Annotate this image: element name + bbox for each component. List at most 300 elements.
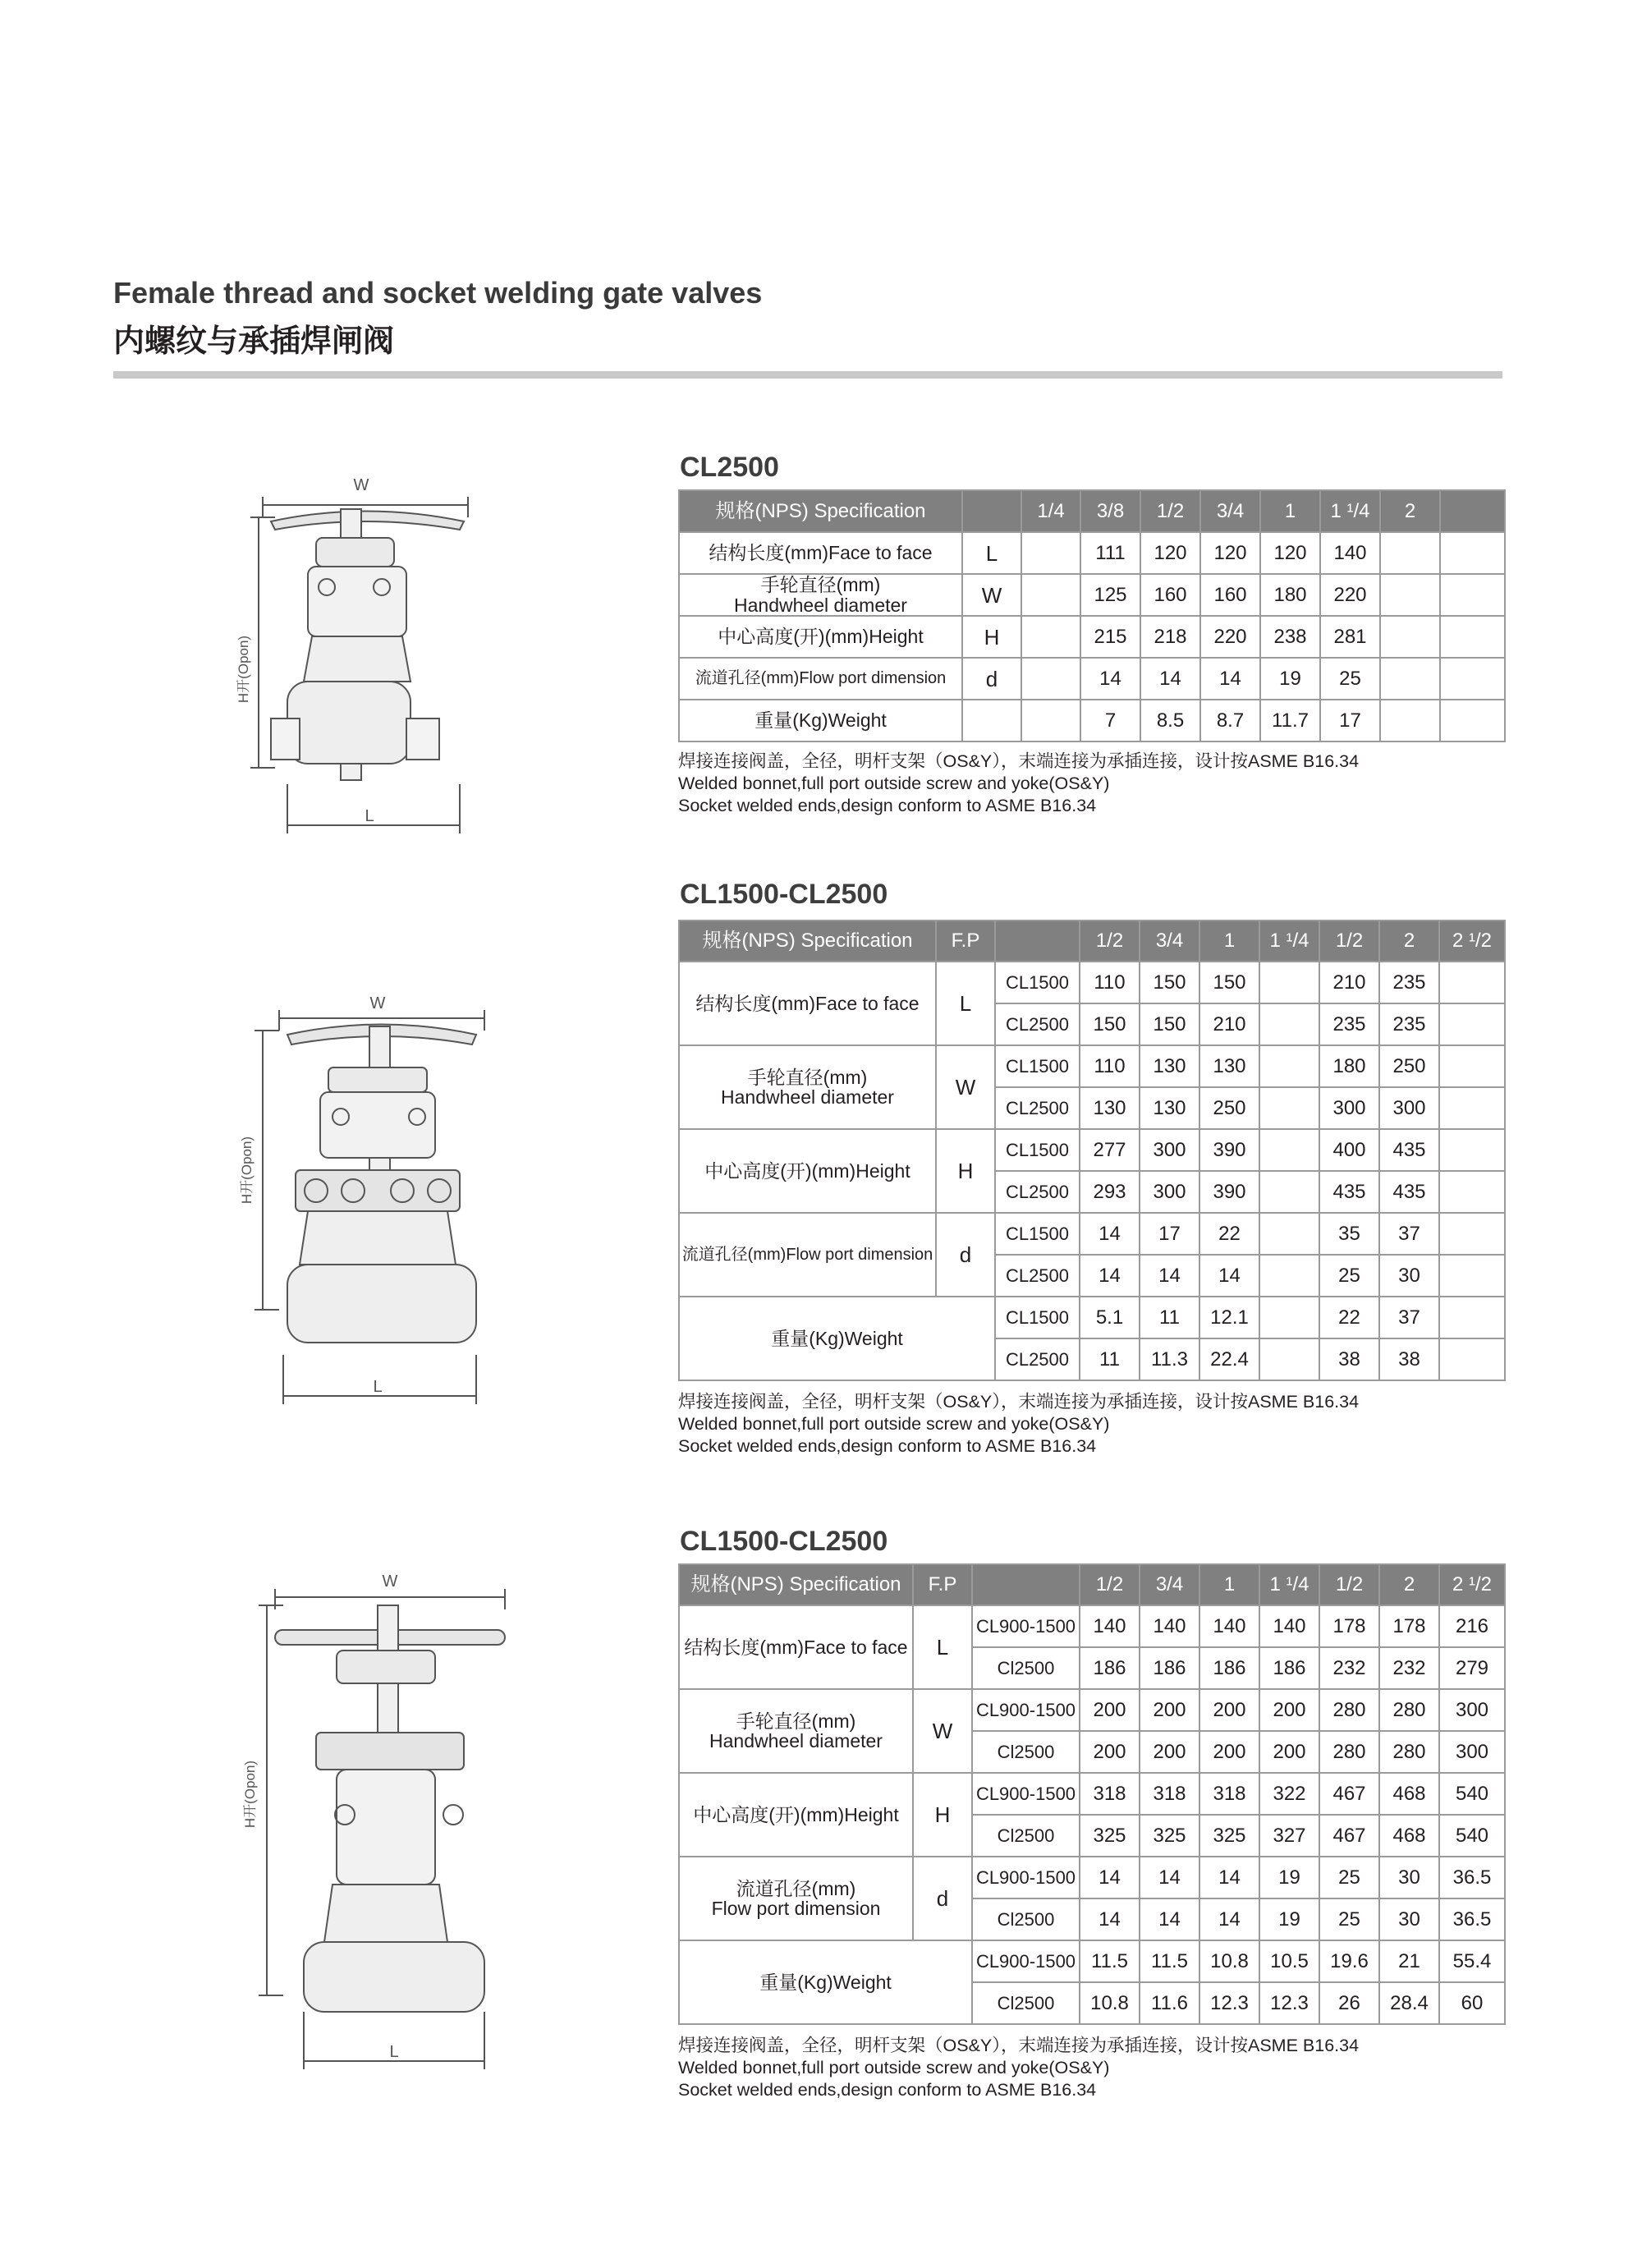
size-header: 2 [1379,921,1439,962]
table-cell: 186 [1259,1647,1319,1689]
table-cell [1380,574,1440,616]
row-label-flow: 流道孔径(mm)Flow port dimension [679,658,962,700]
table-cell [1440,574,1505,616]
page-title-en: Female thread and socket welding gate valves [113,276,763,310]
table-cell: 186 [1140,1647,1199,1689]
row-symbol: H [913,1773,972,1857]
table-cell: 14 [1080,1213,1140,1255]
table-cell [1439,1045,1505,1087]
table-cell: 26 [1319,1982,1379,2024]
table-cell: 14 [1080,1255,1140,1297]
table-cell: 17 [1140,1213,1199,1255]
label-line-zh: 手轮直径(mm) [760,574,881,596]
table-cell [1259,1213,1319,1255]
table-cell: 178 [1379,1605,1439,1647]
table-header-row [679,921,1505,962]
table-cell: 11.5 [1080,1940,1140,1982]
table-cell: 8.7 [1200,700,1260,741]
table-cell: 111 [1080,532,1140,574]
row-label-weight: 重量(Kg)Weight [679,1297,995,1380]
notes-block-1 [678,751,1359,817]
size-header: 3/4 [1200,490,1260,532]
valve-drawing-3 [238,1568,517,2069]
table-cell [1021,658,1080,700]
table-cell: 327 [1259,1815,1319,1857]
table-cell: 14 [1200,658,1260,700]
header-blank [962,490,1021,532]
table-cell: 120 [1260,532,1320,574]
page-title-zh: 内螺纹与承插焊闸阀 [113,323,395,359]
table-cell: 25 [1319,1255,1379,1297]
table-cell: 220 [1320,574,1380,616]
size-header: 2 [1379,1564,1439,1605]
drawing-1-w-label: W [353,476,369,494]
note-line-en: Welded bonnet,full port outside screw and yoke(OS&Y) [678,774,1110,793]
table-cell: 277 [1080,1129,1140,1171]
row-label-handwheel [679,574,962,616]
table-cell: 300 [1439,1689,1505,1731]
table-cell: 110 [1080,1045,1140,1087]
size-header: 2 ¹/2 [1439,921,1505,962]
table-cell: 140 [1259,1605,1319,1647]
table-cell [1439,1255,1505,1297]
table-cell: 37 [1379,1297,1439,1338]
class-cell: CL2500 [995,1338,1080,1380]
table-row [679,700,1505,741]
row-symbol: d [936,1213,995,1297]
table-cell: 140 [1140,1605,1199,1647]
header-divider [113,371,1502,379]
row-label-height: 中心高度(开)(mm)Height [679,616,962,658]
class-cell: CL900-1500 [972,1689,1080,1731]
table-cell: 14 [1080,1857,1140,1898]
table-cell: 130 [1199,1045,1259,1087]
table-cell: 21 [1379,1940,1439,1982]
row-symbol: L [936,962,995,1045]
table-cell [1439,1087,1505,1129]
drawing-1-h-label: H开(Opon) [236,635,251,704]
class-cell: Cl2500 [972,1647,1080,1689]
table-cell: 293 [1080,1171,1140,1213]
table-cell: 35 [1319,1213,1379,1255]
table-cell: 12.3 [1259,1982,1319,2024]
table-cell: 210 [1199,1003,1259,1045]
table-cell: 5.1 [1080,1297,1140,1338]
table-cell: 7 [1080,700,1140,741]
table-cell: 238 [1260,616,1320,658]
size-header: 1 ¹/4 [1320,490,1380,532]
size-header: 3/8 [1080,490,1140,532]
table-cell [1259,1338,1319,1380]
table-cell: 25 [1320,658,1380,700]
note-line-en: Welded bonnet,full port outside screw and yoke(OS&Y) [678,2058,1110,2077]
table-cell: 218 [1140,616,1200,658]
table-cell: 232 [1379,1647,1439,1689]
row-label-handwheel [679,1045,936,1129]
table-cell: 200 [1259,1731,1319,1773]
table-cell [1439,1213,1505,1255]
class-cell: CL2500 [995,1003,1080,1045]
table-cell: 400 [1319,1129,1379,1171]
table-cell: 186 [1080,1647,1140,1689]
size-header: 3/4 [1140,1564,1199,1605]
table-cell: 200 [1140,1731,1199,1773]
row-symbol: d [962,658,1021,700]
table-cell: 30 [1379,1255,1439,1297]
size-header: 1 [1199,921,1259,962]
table-cell: 14 [1199,1857,1259,1898]
size-header [1440,490,1505,532]
table-cell: 10.8 [1199,1940,1259,1982]
table-cell: 160 [1200,574,1260,616]
header-blank [972,1564,1080,1605]
table-cell: 150 [1080,1003,1140,1045]
row-label-weight: 重量(Kg)Weight [679,1940,972,2024]
label-line-en: Handwheel diameter [709,1730,883,1752]
table-cell: 390 [1199,1171,1259,1213]
size-header: 1 [1199,1564,1259,1605]
table-row [679,1129,1505,1171]
table-cell: 120 [1140,532,1200,574]
note-line-zh: 焊接连接阀盖，全径，明杆支架（OS&Y），末端连接为承插连接，设计按ASME B16.34 [678,2036,1360,2055]
table-row [679,1773,1505,1815]
table-cell [1380,616,1440,658]
class-cell: Cl2500 [972,1815,1080,1857]
row-label-face: 结构长度(mm)Face to face [679,962,936,1045]
table-cell: 25 [1319,1857,1379,1898]
size-header: 1 [1260,490,1320,532]
table-cell: 235 [1379,962,1439,1003]
row-label-height: 中心高度(开)(mm)Height [679,1773,913,1857]
table-cell [1440,658,1505,700]
class-cell: CL2500 [995,1087,1080,1129]
note-line-en: Welded bonnet,full port outside screw and yoke(OS&Y) [678,1414,1110,1434]
table-cell: 216 [1439,1605,1505,1647]
notes-block-3 [678,2035,1359,2101]
table-cell [1439,1003,1505,1045]
table-cell: 281 [1320,616,1380,658]
drawing-1-l-label: L [365,807,374,825]
spec-table-cl1500-cl2500 [678,920,1506,1381]
table-cell: 120 [1200,532,1260,574]
table-row [679,574,1505,616]
spec-header: 规格(NPS) Specification [679,921,936,962]
row-label-face: 结构长度(mm)Face to face [679,532,962,574]
note-line-en: Socket welded ends,design conform to ASME B16.34 [678,2080,1097,2100]
row-symbol: H [936,1129,995,1213]
table-cell: 140 [1199,1605,1259,1647]
table-cell: 14 [1140,1857,1199,1898]
label-line-zh: 手轮直径(mm) [736,1710,856,1732]
table-cell: 140 [1080,1605,1140,1647]
table-cell: 235 [1379,1003,1439,1045]
table-cell: 435 [1379,1171,1439,1213]
table-cell [1380,532,1440,574]
table-cell: 200 [1140,1689,1199,1731]
table-cell [1440,532,1505,574]
size-header: 3/4 [1140,921,1199,962]
table-cell: 325 [1080,1815,1140,1857]
table-cell [1021,574,1080,616]
table-cell [1259,1255,1319,1297]
table-cell [1259,962,1319,1003]
table-cell: 180 [1260,574,1320,616]
table-cell: 280 [1379,1731,1439,1773]
table-cell: 390 [1199,1129,1259,1171]
note-line-en: Socket welded ends,design conform to ASME B16.34 [678,796,1097,815]
table-cell: 22 [1319,1297,1379,1338]
table-cell [1439,962,1505,1003]
table-cell: 28.4 [1379,1982,1439,2024]
table-cell: 318 [1199,1773,1259,1815]
table-cell [1439,1171,1505,1213]
size-header: 1/2 [1140,490,1200,532]
table-row [679,1857,1505,1898]
table-cell: 200 [1259,1689,1319,1731]
row-label-height: 中心高度(开)(mm)Height [679,1129,936,1213]
table-cell: 235 [1319,1003,1379,1045]
table-cell: 10.5 [1259,1940,1319,1982]
table-cell: 22 [1199,1213,1259,1255]
valve-drawing-2 [238,994,509,1408]
table-cell: 300 [1379,1087,1439,1129]
size-header: 1/2 [1319,921,1379,962]
class-cell: CL1500 [995,962,1080,1003]
table-row [679,962,1505,1003]
table-cell: 14 [1140,1898,1199,1940]
table-cell: 280 [1379,1689,1439,1731]
size-header: 1/2 [1319,1564,1379,1605]
table-cell: 25 [1319,1898,1379,1940]
table-cell [1440,616,1505,658]
table-cell: 11.7 [1260,700,1320,741]
spec-header: 规格(NPS) Specification [679,1564,913,1605]
notes-block-2 [678,1391,1359,1458]
row-symbol-blank [962,700,1021,741]
table-cell [1021,532,1080,574]
table-cell [1259,1129,1319,1171]
table-cell [1259,1297,1319,1338]
fp-header: F.P [913,1564,972,1605]
table-row [679,616,1505,658]
table-cell: 210 [1319,962,1379,1003]
header-blank [995,921,1080,962]
table-cell: 325 [1140,1815,1199,1857]
table-cell: 467 [1319,1773,1379,1815]
table-cell [1021,616,1080,658]
table-cell: 19.6 [1319,1940,1379,1982]
table-cell: 140 [1320,532,1380,574]
class-cell: CL900-1500 [972,1605,1080,1647]
table-cell [1439,1129,1505,1171]
label-line-en: Flow port dimension [711,1898,881,1919]
class-cell: CL900-1500 [972,1857,1080,1898]
row-label-handwheel [679,1689,913,1773]
row-symbol: L [962,532,1021,574]
table-cell: 467 [1319,1815,1379,1857]
section-title-cl1500-cl2500: CL1500-CL2500 [680,879,888,910]
table-cell: 19 [1259,1898,1319,1940]
table-cell: 200 [1080,1731,1140,1773]
valve-drawing-1 [238,472,484,846]
row-symbol: H [962,616,1021,658]
table-cell: 11.6 [1140,1982,1199,2024]
class-cell: Cl2500 [972,1982,1080,2024]
table-cell: 14 [1080,658,1140,700]
table-cell: 110 [1080,962,1140,1003]
row-label-weight: 重量(Kg)Weight [679,700,962,741]
drawing-2-l-label: L [373,1378,383,1396]
row-symbol: L [913,1605,972,1689]
table-cell: 19 [1259,1857,1319,1898]
row-label-face: 结构长度(mm)Face to face [679,1605,913,1689]
size-header: 1 ¹/4 [1259,921,1319,962]
table-cell [1380,700,1440,741]
table-cell: 280 [1319,1689,1379,1731]
note-line-zh: 焊接连接阀盖，全径，明杆支架（OS&Y），末端连接为承插连接，设计按ASME B16.34 [678,1392,1360,1412]
table-cell: 200 [1199,1731,1259,1773]
table-cell: 300 [1439,1731,1505,1773]
row-label-flow [679,1857,913,1940]
row-symbol: d [913,1857,972,1940]
class-cell: CL900-1500 [972,1940,1080,1982]
drawing-3-w-label: W [382,1572,398,1591]
table-cell: 200 [1080,1689,1140,1731]
table-cell [1259,1087,1319,1129]
table-cell: 300 [1140,1129,1199,1171]
table-cell: 160 [1140,574,1200,616]
table-cell: 55.4 [1439,1940,1505,1982]
table-cell: 468 [1379,1815,1439,1857]
table-cell: 150 [1199,962,1259,1003]
table-cell [1021,700,1080,741]
class-cell: CL1500 [995,1213,1080,1255]
table-row [679,1689,1505,1731]
table-cell: 322 [1259,1773,1319,1815]
table-cell: 215 [1080,616,1140,658]
table-cell: 180 [1319,1045,1379,1087]
row-symbol: W [962,574,1021,616]
row-label-flow: 流道孔径(mm)Flow port dimension [679,1213,936,1297]
table-cell: 14 [1080,1898,1140,1940]
table-cell: 300 [1140,1171,1199,1213]
table-cell [1440,700,1505,741]
label-line-zh: 流道孔径(mm) [736,1877,856,1899]
size-header: 2 [1380,490,1440,532]
table-cell: 300 [1319,1087,1379,1129]
row-symbol: W [913,1689,972,1773]
spec-header: 规格(NPS) Specification [679,490,962,532]
section-title-cl1500-cl2500-b: CL1500-CL2500 [680,1526,888,1557]
table-cell: 250 [1379,1045,1439,1087]
table-cell [1259,1003,1319,1045]
table-cell: 11.5 [1140,1940,1199,1982]
table-cell: 150 [1140,962,1199,1003]
table-cell: 435 [1379,1129,1439,1171]
size-header: 1 ¹/4 [1259,1564,1319,1605]
table-cell [1259,1171,1319,1213]
table-cell: 36.5 [1439,1898,1505,1940]
table-cell: 130 [1080,1087,1140,1129]
table-cell: 178 [1319,1605,1379,1647]
table-row [679,658,1505,700]
table-row [679,1213,1505,1255]
table-cell: 36.5 [1439,1857,1505,1898]
drawing-3-h-label: H开(Opon) [242,1760,258,1829]
table-cell: 14 [1140,1255,1199,1297]
size-header: 1/2 [1080,921,1140,962]
table-cell: 14 [1199,1255,1259,1297]
spec-table-cl900-cl2500 [678,1563,1506,2025]
table-cell: 130 [1140,1045,1199,1087]
class-cell: CL900-1500 [972,1773,1080,1815]
table-cell: 250 [1199,1087,1259,1129]
note-line-en: Socket welded ends,design conform to ASME B16.34 [678,1436,1097,1456]
table-header-row [679,490,1505,532]
label-line-zh: 手轮直径(mm) [747,1066,868,1088]
table-cell [1439,1338,1505,1380]
table-row [679,1045,1505,1087]
row-symbol: W [936,1045,995,1129]
section-title-cl2500: CL2500 [680,452,779,483]
table-cell: 14 [1199,1898,1259,1940]
table-cell: 540 [1439,1815,1505,1857]
class-cell: CL1500 [995,1297,1080,1338]
table-header-row [679,1564,1505,1605]
table-cell: 150 [1140,1003,1199,1045]
size-header: 1/4 [1021,490,1080,532]
spec-table-cl2500 [678,489,1506,742]
table-cell: 22.4 [1199,1338,1259,1380]
table-cell [1380,658,1440,700]
table-row [679,532,1505,574]
table-cell: 12.1 [1199,1297,1259,1338]
table-cell: 435 [1319,1171,1379,1213]
drawing-2-h-label: H开(Opon) [239,1136,255,1205]
table-cell: 12.3 [1199,1982,1259,2024]
table-cell: 220 [1200,616,1260,658]
table-cell: 10.8 [1080,1982,1140,2024]
table-cell [1439,1297,1505,1338]
table-row [679,1297,1505,1338]
drawing-2-w-label: W [369,994,386,1012]
class-cell: CL2500 [995,1171,1080,1213]
table-cell: 11 [1140,1297,1199,1338]
table-cell: 325 [1199,1815,1259,1857]
class-cell: CL1500 [995,1045,1080,1087]
table-cell: 17 [1320,700,1380,741]
size-header: 1/2 [1080,1564,1140,1605]
table-cell: 279 [1439,1647,1505,1689]
table-cell: 37 [1379,1213,1439,1255]
fp-header: F.P [936,921,995,962]
table-cell: 280 [1319,1731,1379,1773]
table-cell: 38 [1379,1338,1439,1380]
table-cell: 38 [1319,1338,1379,1380]
table-cell: 30 [1379,1857,1439,1898]
class-cell: Cl2500 [972,1731,1080,1773]
table-cell: 186 [1199,1647,1259,1689]
table-cell: 14 [1140,658,1200,700]
drawing-3-l-label: L [389,2043,399,2061]
class-cell: Cl2500 [972,1898,1080,1940]
table-row [679,1605,1505,1647]
table-cell: 200 [1199,1689,1259,1731]
table-cell: 130 [1140,1087,1199,1129]
table-cell [1259,1045,1319,1087]
note-line-zh: 焊接连接阀盖，全径，明杆支架（OS&Y），末端连接为承插连接，设计按ASME B16.34 [678,751,1360,771]
table-cell: 11 [1080,1338,1140,1380]
